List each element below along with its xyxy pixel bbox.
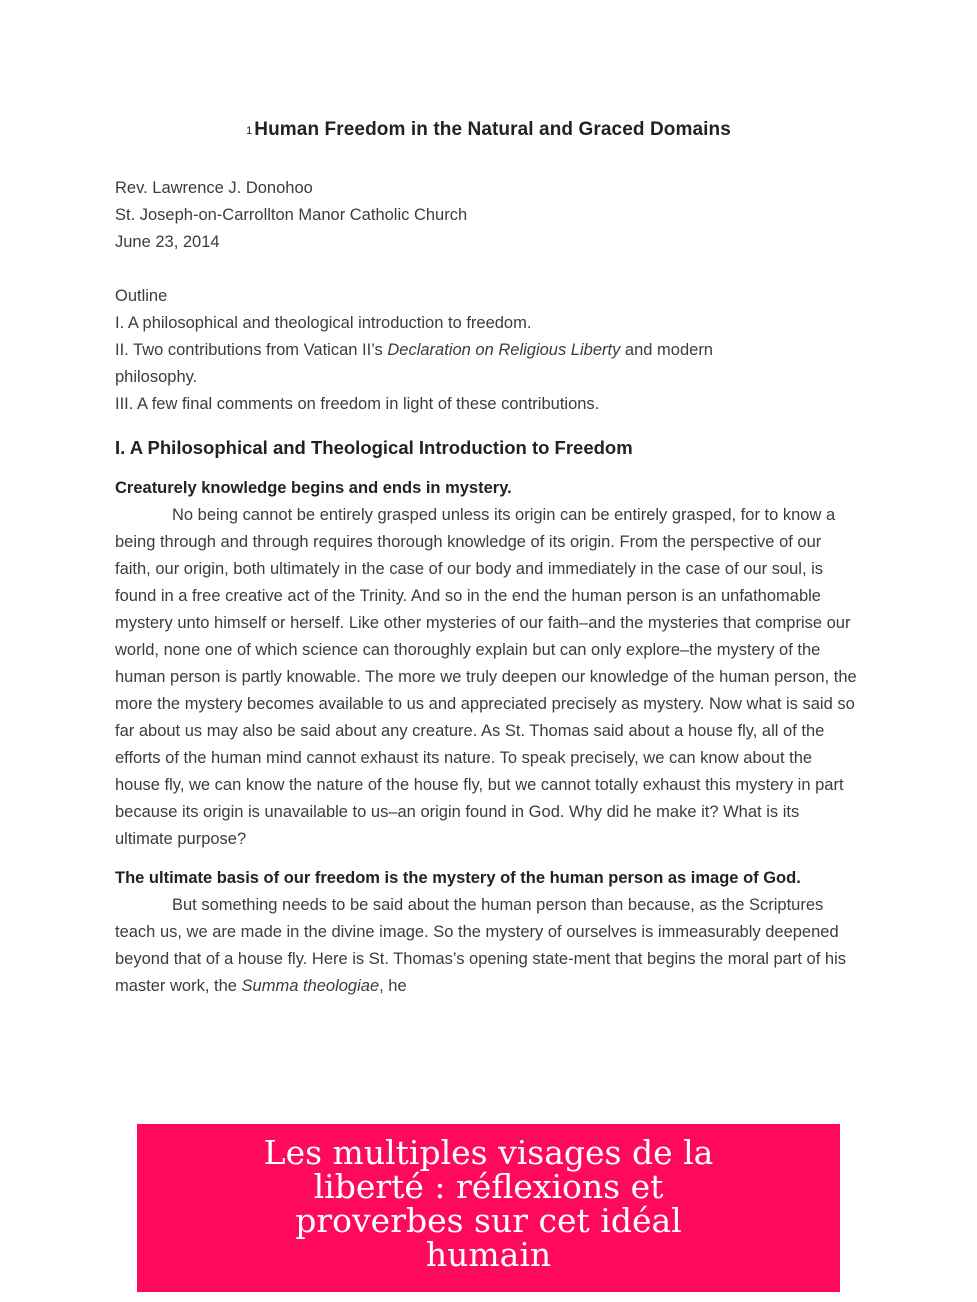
subheading-2: The ultimate basis of our freedom is the mystery of the human person as image of God. <box>115 869 801 887</box>
banner-line-3: proverbes sur cet idéal <box>295 1201 682 1240</box>
summa-title: Summa theologiae <box>241 977 380 995</box>
banner-line-4: humain <box>425 1235 552 1274</box>
affiliation: St. Joseph-on-Carrollton Manor Catholic Church <box>115 206 468 224</box>
outline-item-3: III. A few final comments on freedom in light of these contributions. <box>115 395 600 413</box>
paragraph-1: No being cannot be entirely grasped unless its origin can be entirely grasped, for to know a being through and through requires thorough knowledge of its origin. From the perspective of our faith, our origin, both ultimately in the case of our body and immediately in the case of our soul, is found in a free creative act of the Trinity. And so in the end the human person is an unfathomable mystery unto himself or herself. Like other mysteries of our faith–and the mysteries that comprise our world, none one of which science can thoroughly explain but can only explore–the mystery of the human person is partly knowable. The more we truly deepen our knowledge of the human person, the more the mystery becomes available to us and appreciated precisely as mystery. Now what is said so far about us may also be said about any creature. As St. Thomas said about a house fly, all of the efforts of the human mind cannot exhaust its nature. To speak precisely, we can know about the house fly, we can know the nature of the house fly, but we cannot totally exhaust this mystery in part because its origin is unavailable to us–an origin found in God. Why did he make it? What is its ultimate purpose? <box>115 506 857 848</box>
subheading-1: Creaturely knowledge begins and ends in mystery. <box>115 479 512 497</box>
outline-item-2-tail: and modern <box>620 341 713 359</box>
spacer <box>115 256 857 283</box>
title-text: Human Freedom in the Natural and Graced Domains <box>254 119 731 140</box>
banner-line-1: Les multiples visages de la <box>263 1133 714 1172</box>
paragraph-2-tail: , he <box>379 977 407 995</box>
declaration-title: Declaration on Religious Liberty <box>387 341 621 359</box>
author-name: Rev. Lawrence J. Donohoo <box>115 179 313 197</box>
banner-line-2: liberté : réflexions et <box>313 1167 664 1206</box>
outline-item-1: I. A philosophical and theological introduction to freedom. <box>115 314 532 332</box>
document-date: June 23, 2014 <box>115 233 220 251</box>
outline-item-2-text: II. Two contributions from Vatican II’s <box>115 341 388 359</box>
document-title <box>0 119 977 141</box>
outline-heading: Outline <box>115 287 168 305</box>
footnote-mark: 1 <box>246 125 253 137</box>
paragraph-2-text: But something needs to be said about the human person than because, as the Scriptures teach us, we are made in the divine image. So the mystery of ourselves is immeasurably deepened beyond that of a house fly. Here is St. Thomas’s opening state-ment that begins the moral part of his master work, the <box>115 896 846 995</box>
paragraph-2 <box>115 892 857 1000</box>
section-heading: I. A Philosophical and Theological Introduction to Freedom <box>115 437 633 458</box>
outline-item-2 <box>115 337 857 364</box>
outline-item-2-cont: philosophy. <box>115 368 198 386</box>
title-banner <box>137 1124 840 1292</box>
document-body <box>115 175 857 1000</box>
